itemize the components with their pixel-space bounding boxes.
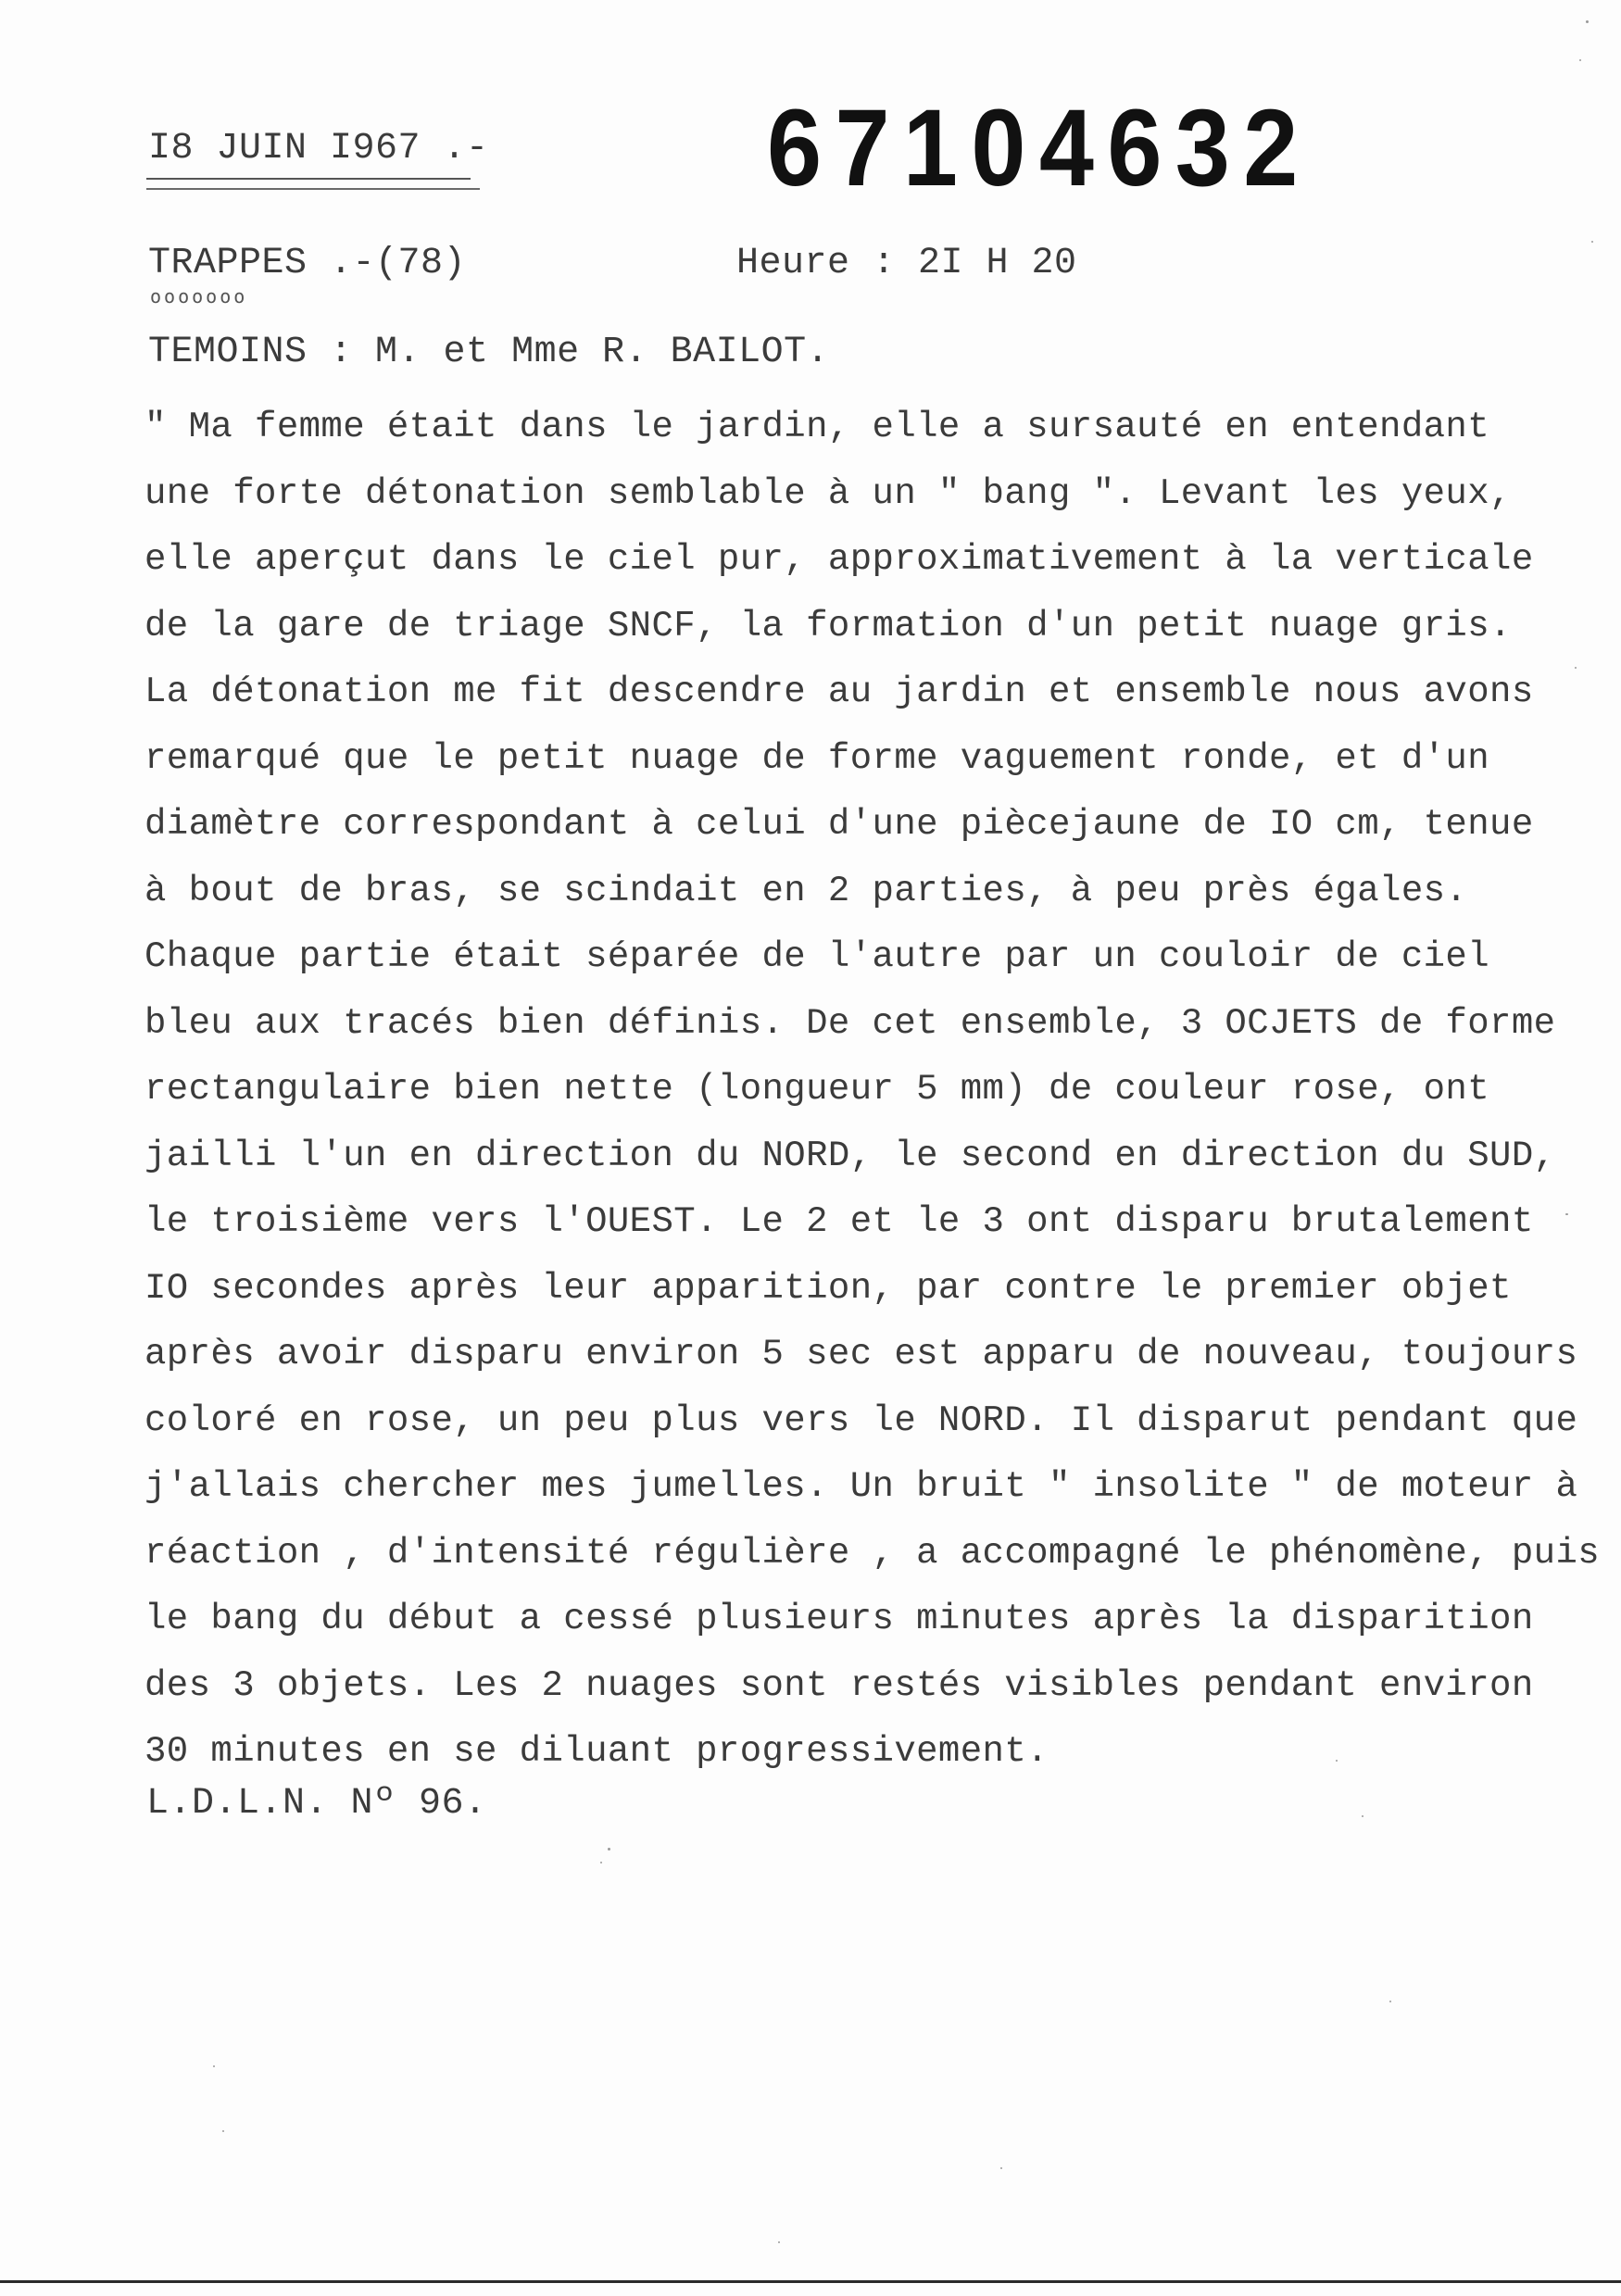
location-underline-marks: ooooooo: [150, 285, 248, 307]
date-underline: [146, 178, 471, 180]
source-reference: L.D.L.N. Nº 96.: [146, 1783, 487, 1825]
testimony-line: elle aperçut dans le ciel pur, approximativement à la verticale: [145, 539, 1534, 580]
testimony-line: à bout de bras, se scindait en 2 parties, à peu près égales.: [145, 870, 1468, 911]
testimony-line: le troisième vers l'OUEST. Le 2 et le 3 ont disparu brutalement: [145, 1201, 1534, 1242]
testimony-line: Chaque partie était séparée de l'autre par un couloir de ciel: [145, 936, 1490, 977]
scan-speck: [778, 2241, 780, 2243]
scan-bottom-edge: [0, 2280, 1621, 2283]
testimony-line: La détonation me fit descendre au jardin et ensemble nous avons: [145, 671, 1534, 712]
scan-speck: [1000, 2167, 1002, 2169]
testimony-line: réaction , d'intensité régulière , a accompagné le phénomène, puis: [145, 1532, 1601, 1574]
testimony-line: bleu aux tracés bien définis. De cet ensemble, 3 OCJETS de forme: [145, 1002, 1556, 1044]
document-number: 67104632: [767, 87, 1312, 209]
testimony-line: de la gare de triage SNCF, la formation d'un petit nuage gris.: [145, 605, 1512, 646]
testimony-line: une forte détonation semblable à un " bang ". Levant les yeux,: [145, 472, 1512, 514]
scan-speck: [213, 2065, 215, 2067]
time-label: Heure : 2I H 20: [736, 243, 1077, 284]
testimony-line: remarqué que le petit nuage de forme vaguement ronde, et d'un: [145, 737, 1490, 779]
scan-speck: [1579, 59, 1581, 61]
scan-speck: [1565, 1213, 1568, 1215]
report-date: I8 JUIN I967 .-: [148, 128, 489, 169]
scan-speck: [1575, 667, 1577, 669]
testimony-line: le bang du début a cessé plusieurs minutes après la disparition: [145, 1599, 1534, 1639]
testimony-line: j'allais chercher mes jumelles. Un bruit " insolite " de moteur à: [145, 1466, 1578, 1507]
testimony-line: IO secondes après leur apparition, par contre le premier objet: [145, 1267, 1512, 1309]
testimony-text: [145, 395, 1601, 1786]
scan-speck: [1336, 1760, 1338, 1762]
scan-speck: [222, 2130, 224, 2132]
testimony-line: après avoir disparu environ 5 sec est apparu de nouveau, toujours: [145, 1334, 1578, 1374]
scan-speck: [600, 1862, 602, 1863]
witnesses-line: TEMOINS : M. et Mme R. BAILOT.: [148, 332, 830, 373]
testimony-line: coloré en rose, un peu plus vers le NORD. Il disparut pendant que: [145, 1399, 1578, 1441]
scan-speck: [1389, 2001, 1391, 2002]
testimony-line: rectangulaire bien nette (longueur 5 mm) de couleur rose, ont: [145, 1069, 1490, 1110]
testimony-line: des 3 objets. Les 2 nuages sont restés visibles pendant environ: [145, 1664, 1534, 1706]
scan-speck: [1362, 1815, 1363, 1817]
testimony-line: 30 minutes en se diluant progressivement.: [145, 1731, 1049, 1772]
testimony-line: " Ma femme était dans le jardin, elle a sursauté en entendant: [145, 407, 1490, 447]
testimony-line: jailli l'un en direction du NORD, le second en direction du SUD,: [145, 1135, 1556, 1176]
scan-speck: [608, 1848, 610, 1851]
scan-speck: [1586, 20, 1589, 23]
scan-speck: [1591, 241, 1593, 243]
testimony-line: diamètre correspondant à celui d'une piècejaune de IO cm, tenue: [145, 804, 1534, 845]
date-underline-second: [146, 188, 480, 190]
location-label: TRAPPES .-(78): [148, 243, 467, 284]
